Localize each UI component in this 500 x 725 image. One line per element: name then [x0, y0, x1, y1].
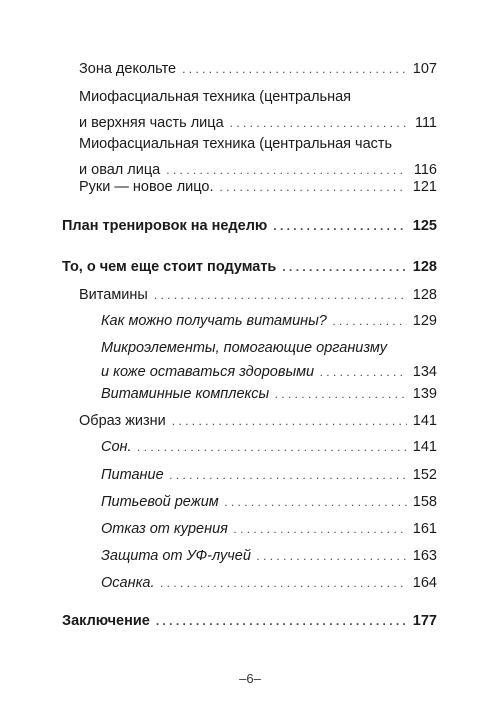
toc-entry	[79, 58, 437, 80]
page-number-footer: –6–	[239, 671, 261, 686]
toc-subentry	[101, 545, 437, 567]
toc-chapter	[62, 215, 437, 237]
dot-leader	[257, 545, 407, 567]
toc-page-number: 139	[412, 386, 437, 402]
dot-leader	[170, 464, 407, 486]
dot-leader	[320, 361, 407, 383]
toc-subentry	[101, 491, 437, 513]
toc-subentry	[101, 383, 437, 405]
toc-page-number: 125	[412, 218, 437, 234]
toc-page-number: 164	[412, 575, 437, 591]
toc-subentry-title-continued: и коже оставаться здоровыми	[101, 364, 315, 380]
toc-page-number: 163	[412, 548, 437, 564]
toc-subentry-title: Микроэлементы, помогающие организму	[101, 340, 387, 356]
dot-leader	[333, 310, 407, 332]
dot-leader	[220, 176, 408, 198]
toc-page-number: 128	[412, 287, 437, 303]
toc-entry	[79, 176, 437, 198]
toc-subentry	[101, 337, 437, 383]
dot-leader	[282, 256, 407, 278]
toc-page-number: 116	[413, 162, 437, 178]
toc-page-number: 177	[412, 613, 437, 629]
toc-entry	[79, 133, 437, 181]
toc-page-number: 121	[412, 179, 437, 195]
toc-subentry-title: Как можно получать витамины?	[101, 313, 327, 329]
toc-entry-title: Образ жизни	[79, 413, 166, 429]
toc-page-number: 134	[412, 364, 437, 380]
dot-leader	[182, 58, 407, 80]
dot-leader	[161, 572, 407, 594]
toc-entry	[79, 410, 437, 432]
dot-leader	[275, 383, 407, 405]
dot-leader	[172, 410, 407, 432]
toc-subentry	[101, 518, 437, 540]
dot-leader	[230, 112, 407, 134]
toc-chapter	[62, 610, 437, 632]
toc-subentry-title: Защита от УФ-лучей	[101, 548, 251, 564]
toc-subentry-title: Отказ от курения	[101, 521, 228, 537]
toc-page-number: 141	[412, 439, 437, 455]
toc-page-number: 158	[412, 494, 437, 510]
dot-leader	[273, 215, 407, 237]
toc-entry-title: Миофасциальная техника (центральная часть	[79, 136, 393, 152]
toc-page-number: 128	[412, 259, 437, 275]
toc-subentry	[101, 572, 437, 594]
toc-entry-title: Витамины	[79, 287, 148, 303]
toc-page-number: 141	[412, 413, 437, 429]
toc-subentry	[101, 436, 437, 458]
toc-subentry-title: Витаминные комплексы	[101, 386, 270, 402]
toc-entry-title-continued: и верхняя часть лица	[79, 115, 224, 131]
toc-entry-title: Зона декольте	[79, 61, 177, 77]
toc-page-number: 152	[412, 467, 437, 483]
toc-chapter-title: То, о чем еще стоит подумать	[62, 259, 277, 275]
toc-page-number: 107	[412, 61, 437, 77]
toc-subentry-title: Сон.	[101, 439, 132, 455]
dot-leader	[156, 610, 407, 632]
dot-leader	[138, 436, 407, 458]
toc-entry	[79, 284, 437, 306]
toc-chapter-title: План тренировок на неделю	[62, 218, 268, 234]
toc-entry-title: Руки — новое лицо.	[79, 179, 214, 195]
toc-chapter	[62, 256, 437, 278]
toc-chapter-title: Заключение	[62, 613, 150, 629]
toc-entry-title-continued: и овал лица	[79, 162, 161, 178]
toc-subentry-title: Питание	[101, 467, 164, 483]
toc-subentry-title: Питьевой режим	[101, 494, 219, 510]
toc-page-number: 111	[414, 115, 437, 131]
toc-subentry-title: Осанка.	[101, 575, 155, 591]
toc-entry-title: Миофасциальная техника (центральная	[79, 89, 352, 105]
dot-leader	[225, 491, 407, 513]
toc-subentry	[101, 310, 437, 332]
toc-page-number: 161	[412, 521, 437, 537]
toc-page-number: 129	[412, 313, 437, 329]
dot-leader	[234, 518, 407, 540]
toc-entry	[79, 86, 437, 134]
dot-leader	[154, 284, 407, 306]
toc-subentry	[101, 464, 437, 486]
